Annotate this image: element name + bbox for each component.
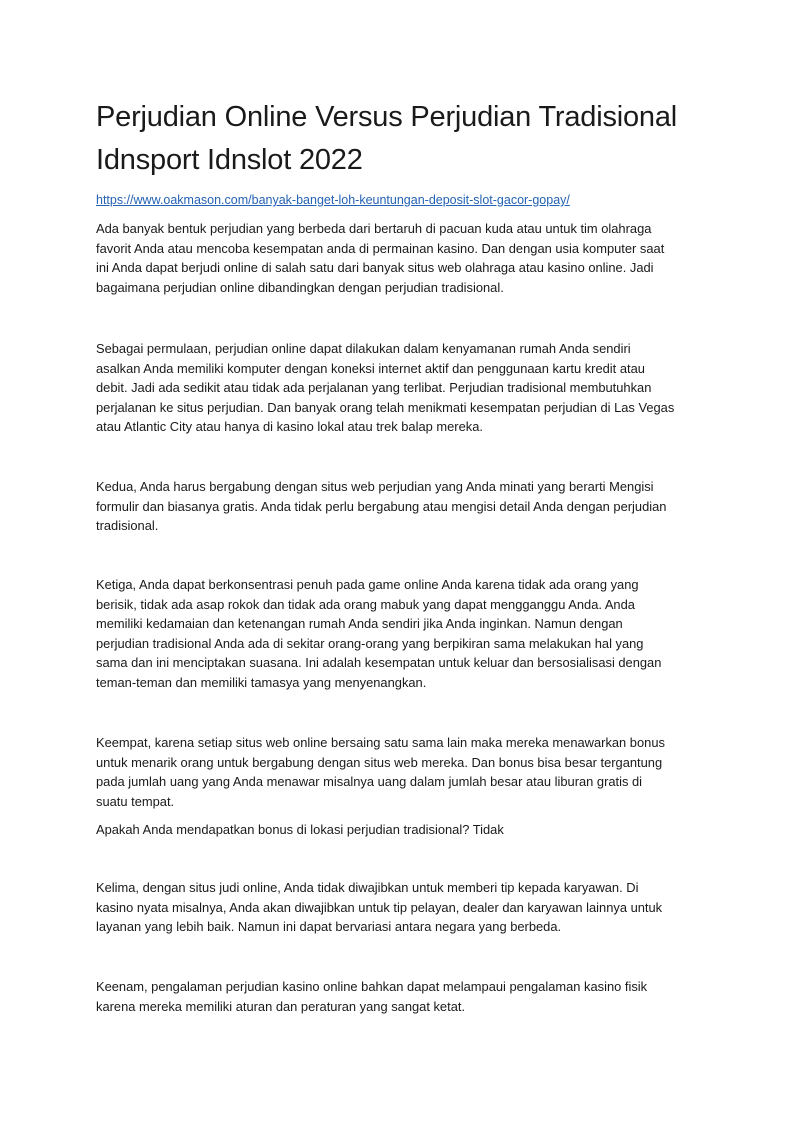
text-line: ini Anda dapat berjudi online di salah satu dari banyak situs web olahraga atau kasino online. Jadi [96,260,654,276]
paragraph-first [96,339,706,437]
text-line: Ada banyak bentuk perjudian yang berbeda dari bertaruh di pacuan kuda atau untuk tim olahraga [96,221,652,236]
paragraph-question [96,820,706,840]
title-line: Perjudian Online Versus Perjudian Tradisional [96,101,678,133]
text-line: favorit Anda atau mencoba kesempatan anda di permainan kasino. Dan dengan usia komputer saat [96,240,665,256]
text-line: Sebagai permulaan, perjudian online dapat dilakukan dalam kenyamanan rumah Anda sendiri [96,341,631,356]
text-line: perjalanan ke situs perjudian. Dan banyak orang telah menikmati kesempatan perjudian di Las Vegas [96,399,675,415]
paragraph-fifth [96,878,706,937]
text-line: Kedua, Anda harus bergabung dengan situs web perjudian yang Anda minati yang berarti Mengisi [96,479,654,494]
text-line: untuk menarik orang untuk bergabung dengan situs web mereka. Dan bonus bisa besar tergantung [96,754,663,770]
text-line: karena mereka memiliki aturan dan peraturan yang sangat ketat. [96,998,466,1014]
paragraph-second [96,477,706,536]
text-line: berisik, tidak ada asap rokok dan tidak ada orang mabuk yang dapat mengganggu Anda. Anda [96,596,635,612]
text-line: suatu tempat. [96,793,175,809]
text-line: bagaimana perjudian online dibandingkan dengan perjudian tradisional. [96,279,504,295]
text-line: Keenam, pengalaman perjudian kasino online bahkan dapat melampaui pengalaman kasino fisik [96,979,648,994]
text-line: Apakah Anda mendapatkan bonus di lokasi perjudian tradisional? Tidak [96,822,504,837]
text-line: pada jumlah uang yang Anda menawar misalnya uang dalam jumlah besar atau liburan gratis di [96,774,643,790]
title-line: Idnsport Idnslot 2022 [96,144,363,176]
paragraph-intro [96,219,706,297]
text-line: layanan yang lebih baik. Namun ini dapat bervariasi antara negara yang berbeda. [96,919,562,935]
paragraph-fourth [96,733,706,811]
text-line: teman-teman dan memiliki tamasya yang menyenangkan. [96,674,427,690]
text-line: Keempat, karena setiap situs web online bersaing satu sama lain maka mereka menawarkan bonus [96,735,665,750]
text-line: perjudian tradisional Anda ada di sekitar orang-orang yang berpikiran sama melakukan hal yang [96,635,644,651]
paragraph-sixth [96,977,706,1016]
text-line: sama dan ini menciptakan suasana. Ini adalah kesempatan untuk keluar dan bersosialisasi dengan [96,655,662,671]
text-line: Kelima, dengan situs judi online, Anda tidak diwajibkan untuk memberi tip kepada karyawan. Di [96,880,639,895]
text-line: tradisional. [96,518,159,534]
source-link[interactable]: https://www.oakmason.com/banyak-banget-loh-keuntungan-deposit-slot-gacor-gopay/ [96,193,570,207]
text-line: kasino nyata misalnya, Anda akan diwajibkan untuk tip pelayan, dealer dan karyawan lainnya untuk [96,899,663,915]
text-line: debit. Jadi ada sedikit atau tidak ada perjalanan yang terlibat. Perjudian tradisional membutuhkan [96,380,652,396]
text-line: memiliki kedamaian dan ketenangan rumah Anda sendiri jika Anda inginkan. Namun dengan [96,616,623,632]
text-line: atau Atlantic City atau hanya di kasino lokal atau trek balap mereka. [96,419,483,435]
paragraph-third [96,575,706,693]
page-title [96,96,702,182]
text-line: Ketiga, Anda dapat berkonsentrasi penuh pada game online Anda karena tidak ada orang yang [96,577,639,592]
text-line: asalkan Anda memiliki komputer dengan koneksi internet aktif dan penggunaan kartu kredit atau [96,360,645,376]
text-line: formulir dan biasanya gratis. Anda tidak perlu bergabung atau mengisi detail Anda dengan perjudian [96,498,667,514]
